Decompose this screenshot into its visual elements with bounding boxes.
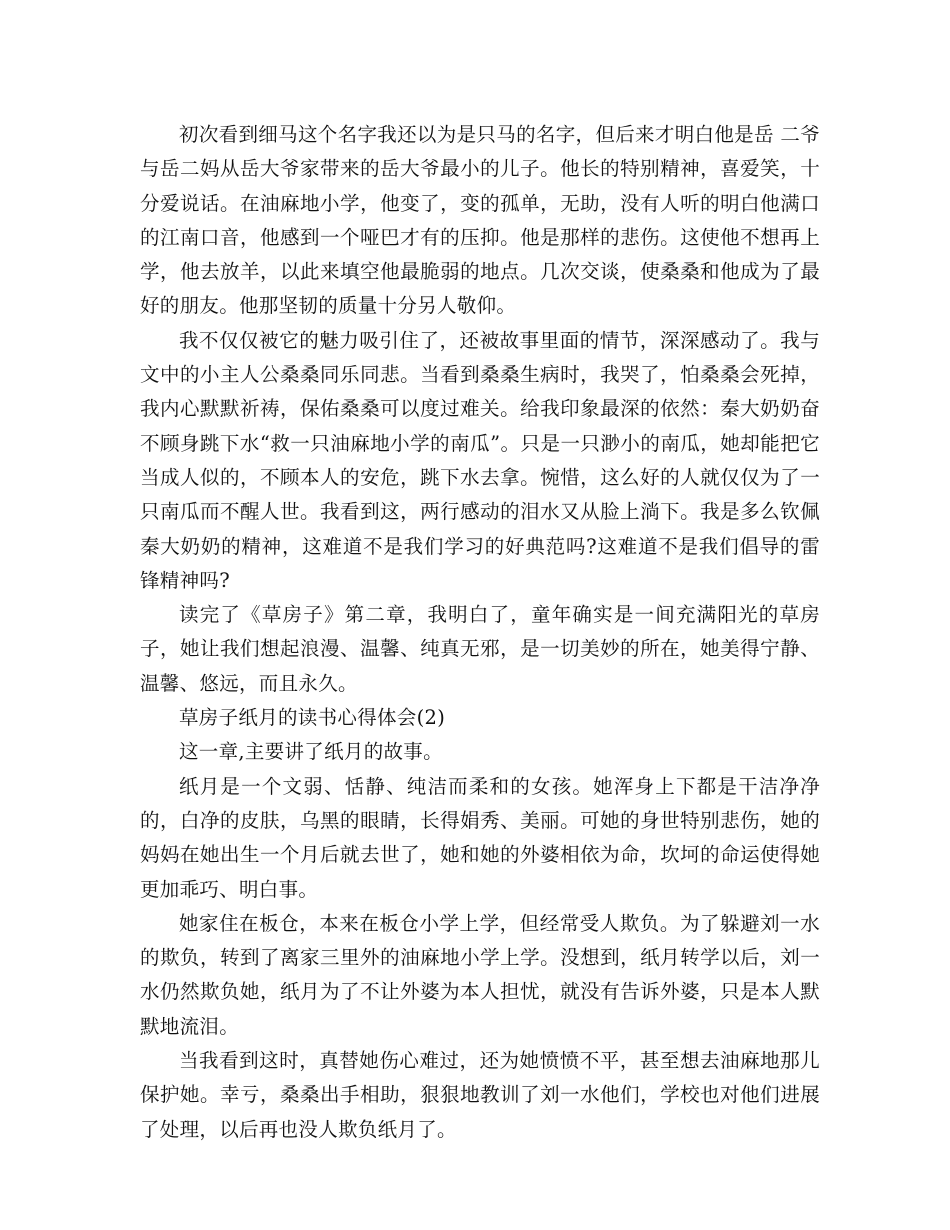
paragraph-1: 初次看到细马这个名字我还以为是只马的名字，但后来才明白他是岳 二爷与岳二妈从岳大爷家带来的岳大爷最小的儿子。他长的特别精神，喜爱笑，十分爱说话。在油麻地小学，他变了，变的孤单，无助，没有人听的明白他满口的江南口音，他感到一个哑巴才有的压抑。他是那样的悲伤。这使他不想再上学，他去放羊，以此来填空他最脆弱的地点。几次交谈，使桑桑和他成为了最好的朋友。他那坚韧的质量十分另人敬仰。 — [140, 123, 820, 318]
paragraph-6: 她家住在板仓，本来在板仓小学上学，但经常受人欺负。为了躲避刘一水的欺负，转到了离家三里外的油麻地小学上学。没想到，纸月转学以后，刘一水仍然欺负她，纸月为了不让外婆为本人担忧，就没有告诉外婆，只是本人默默地流泪。 — [140, 911, 820, 1038]
paragraph-3: 读完了《草房子》第二章，我明白了，童年确实是一间充满阳光的草房子，她让我们想起浪漫、温馨、纯真无邪，是一切美妙的所在，她美得宁静、温馨、悠远，而且永久。 — [140, 603, 820, 695]
paragraph-2: 我不仅仅被它的魅力吸引住了，还被故事里面的情节，深深感动了。我与文中的小主人公桑桑同乐同悲。当看到桑桑生病时，我哭了，怕桑桑会死掉，我内心默默祈祷，保佑桑桑可以度过难关。给我印象最深的依然：秦大奶奶奋不顾身跳下水“救一只油麻地小学的南瓜”。只是一只渺小的南瓜，她却能把它当成人似的，不顾本人的安危，跳下水去拿。惋惜，这么好的人就仅仅为了一只南瓜而不醒人世。我看到这，两行感动的泪水又从脸上淌下。我是多么钦佩秦大奶奶的精神，这难道不是我们学习的好典范吗?这难道不是我们倡导的雷锋精神吗? — [140, 328, 820, 592]
paragraph-5: 纸月是一个文弱、恬静、纯洁而柔和的女孩。她浑身上下都是干洁净净的，白净的皮肤，乌黑的眼睛，长得娟秀、美丽。可她的身世特别悲伤，她的妈妈在她出生一个月后就去世了，她和她的外婆相依为命，坎坷的命运使得她更加乖巧、明白事。 — [140, 774, 820, 901]
paragraph-7: 当我看到这时，真替她伤心难过，还为她愤愤不平，甚至想去油麻地那儿保护她。幸亏，桑桑出手相助，狠狠地教训了刘一水他们，学校也对他们进展了处理，以后再也没人欺负纸月了。 — [140, 1049, 820, 1141]
document-body — [140, 118, 820, 1147]
section-heading: 草房子纸月的读书心得体会(2) — [179, 706, 446, 730]
paragraph-4: 这一章,主要讲了纸月的故事。 — [179, 740, 443, 764]
